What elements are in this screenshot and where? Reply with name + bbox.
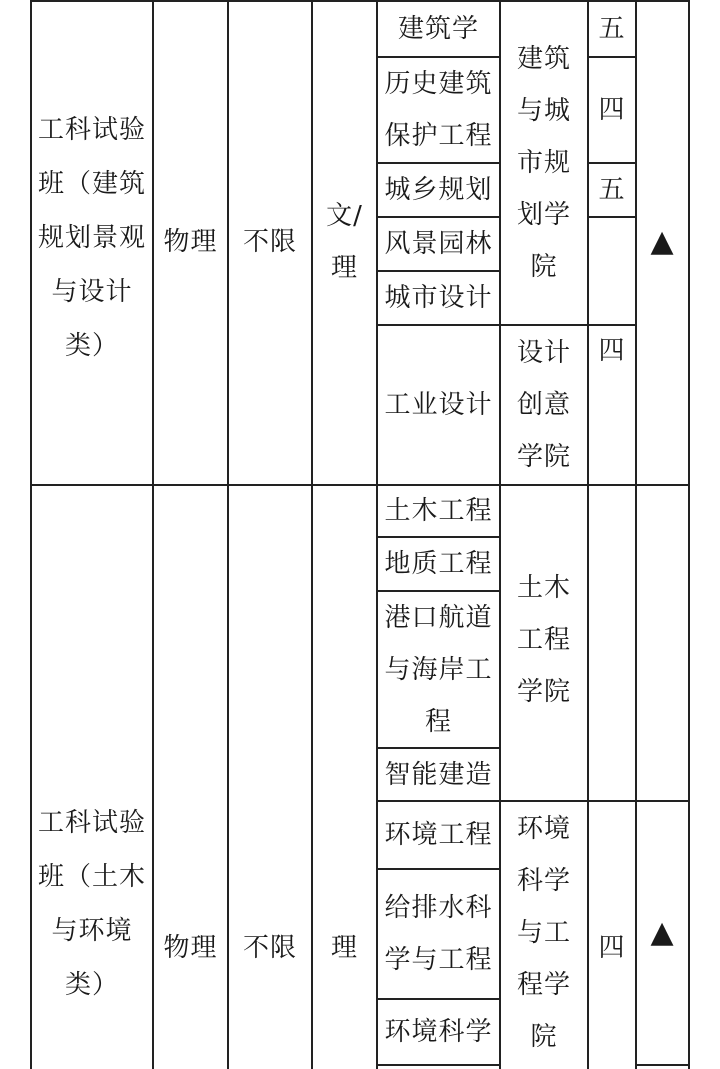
column-divider bbox=[499, 0, 501, 1069]
years-cell: 四 bbox=[598, 336, 626, 366]
college-cell: 土木工程学院 bbox=[516, 573, 571, 707]
years-cell: 五 bbox=[598, 175, 626, 205]
major-cell: 给排水科学与工程 bbox=[384, 893, 493, 975]
subject-cell: 物理 bbox=[163, 227, 218, 257]
major-cell: 历史建筑保护工程 bbox=[384, 69, 493, 151]
subject-cell: 物理 bbox=[163, 932, 218, 963]
major-cell: 土木工程 bbox=[384, 496, 493, 526]
triangle-mark-icon: ▲ bbox=[650, 915, 675, 950]
major-cell: 环境科学 bbox=[384, 1017, 493, 1047]
major-cell: 环境工程 bbox=[384, 820, 493, 850]
years-cell: 五 bbox=[598, 14, 626, 44]
college-cell: 建筑与城市规划学院 bbox=[516, 44, 571, 282]
major-cell: 城市设计 bbox=[384, 283, 493, 313]
college-cell: 设计创意学院 bbox=[516, 338, 571, 472]
major-cell: 智能建造 bbox=[384, 759, 493, 790]
category-cell: 工科试验班（建筑规划景观与设计类） bbox=[37, 115, 146, 361]
major-cell: 城乡规划 bbox=[384, 175, 493, 205]
mark-divider bbox=[635, 1064, 690, 1066]
major-cell: 工业设计 bbox=[384, 390, 493, 420]
major-cell: 风景园林 bbox=[384, 229, 493, 259]
years-cell: 四 bbox=[598, 932, 626, 963]
major-divider bbox=[376, 1064, 501, 1066]
type-cell: 文/理 bbox=[326, 201, 363, 283]
triangle-mark-icon: ▲ bbox=[650, 224, 675, 259]
major-cell: 港口航道与海岸工程 bbox=[384, 602, 493, 737]
table-border-right bbox=[688, 0, 690, 1069]
requirement-cell: 不限 bbox=[242, 932, 297, 963]
major-cell: 地质工程 bbox=[384, 549, 493, 579]
category-cell: 工科试验班（土木与环境类） bbox=[37, 808, 146, 1000]
college-cell: 环境科学与工程学院 bbox=[516, 814, 571, 1052]
type-cell: 理 bbox=[330, 932, 358, 963]
years-cell: 四 bbox=[598, 95, 626, 125]
requirement-cell: 不限 bbox=[242, 227, 297, 257]
major-cell: 建筑学 bbox=[397, 14, 479, 44]
